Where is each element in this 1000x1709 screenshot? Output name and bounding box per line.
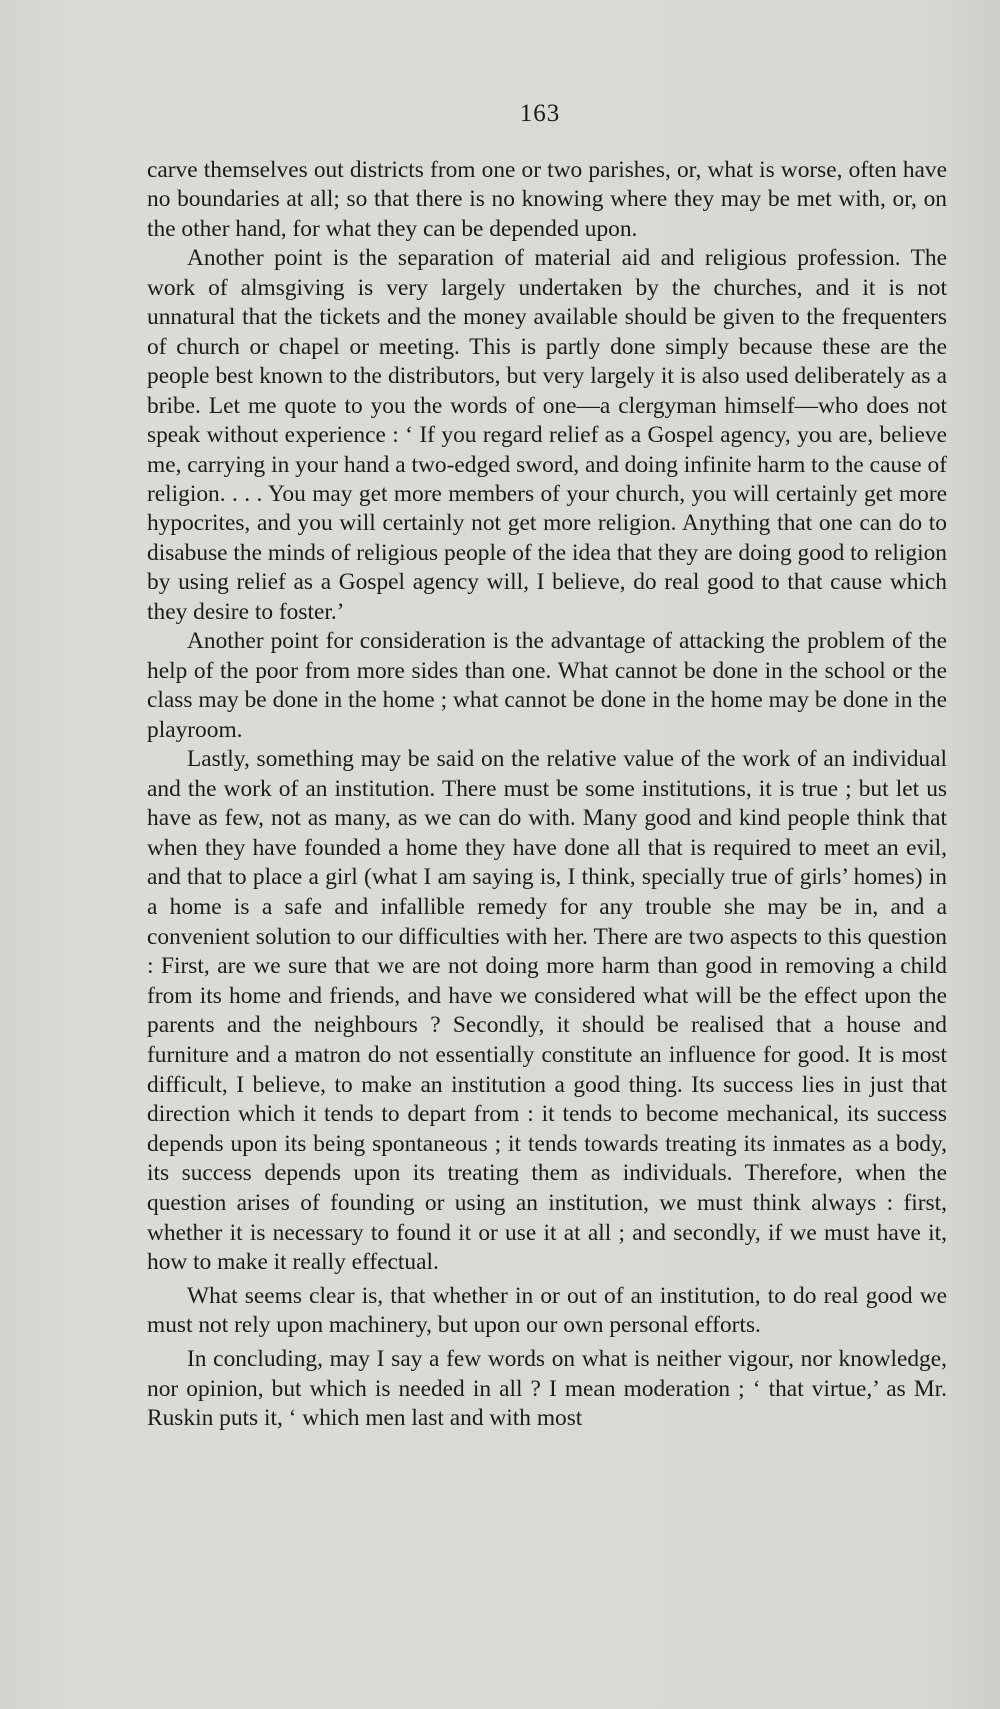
page-number: 163 (519, 100, 561, 127)
paragraph-parishes: carve themselves out districts from one or two parishes, or, what is worse, often have no boundaries at all; so that there is no knowing where they may be met with, or, on the other hand, for what they can be depended upon. (147, 157, 947, 242)
paragraph-personal-efforts: What seems clear is, that whether in or out of an institution, to do real good we must not rely upon machinery, but upon our own personal efforts. (147, 1282, 947, 1339)
paragraph-institutions: Lastly, something may be said on the relative value of the work of an individual and the work of an institution. There must be some institutions, it is true ; but let us have as few, not as many, as we can do with. Many good and kind people think that when they have founded a home they have done all that is required to meet an evil, and that to place a girl (what I am saying is, I think, specially true of girls’ homes) in a home is a safe and infallible remedy for any trouble she may be in, and a convenient solution to our difficulties with her. There are two aspects to this question : First, are we sure that we are not doing more harm than good in removing a child from its home and friends, and have we considered what will be the effect upon the parents and the neighbours ? Secondly, it should be realised that a house and furniture and a matron do not essentially constitute an influence for good. It is most difficult, I believe, to make an institution a good thing. Its success lies in just that direction which it tends to depart from : it tends to become mechanical, its success depends upon its being spontaneous ; it tends towards treating its inmates as a body, its success depends upon its treating them as individuals. Therefore, when the question arises of founding or using an institution, we must think always : first, whether it is necessary to found it or use it at all ; and secondly, if we must have it, how to make it really effectual. (147, 746, 947, 1276)
paragraph-moderation: In concluding, may I say a few words on what is neither vigour, nor knowledge, nor opinion, but which is needed in all ? I mean moderation ; ‘ that virtue,’ as Mr. Ruskin puts it, ‘ which men last and with most (147, 1345, 947, 1432)
paragraph-material-aid: Another point is the separation of material aid and religious profession. The work of almsgiving is very largely undertaken by the churches, and it is not unnatural that the tickets and the money available should be given to the frequenters of church or chapel or meeting. This is partly done simply because these are the people best known to the distributors, but very largely it is also used deliberately as a bribe. Let me quote to you the words of one—a clergyman himself—who does not speak without experience : ‘ If you regard relief as a Gospel agency, you are, believe me, carrying in your hand a two-edged sword, and doing infinite harm to the cause of religion. . . . You may get more members of your church, you will certainly get more hypocrites, and you will certainly not get more religion. Anything that one can do to disabuse the minds of religious people of the idea that they are doing good to religion by using relief as a Gospel agency will, I believe, do real good to that cause which they desire to foster.’ (147, 245, 947, 625)
paragraph-attacking-problem: Another point for consideration is the advantage of attacking the problem of the help of the poor from more sides than one. What cannot be done in the school or the class may be done in the home ; what cannot be done in the home may be done in the playroom. (147, 628, 947, 743)
body-text (147, 156, 947, 1434)
